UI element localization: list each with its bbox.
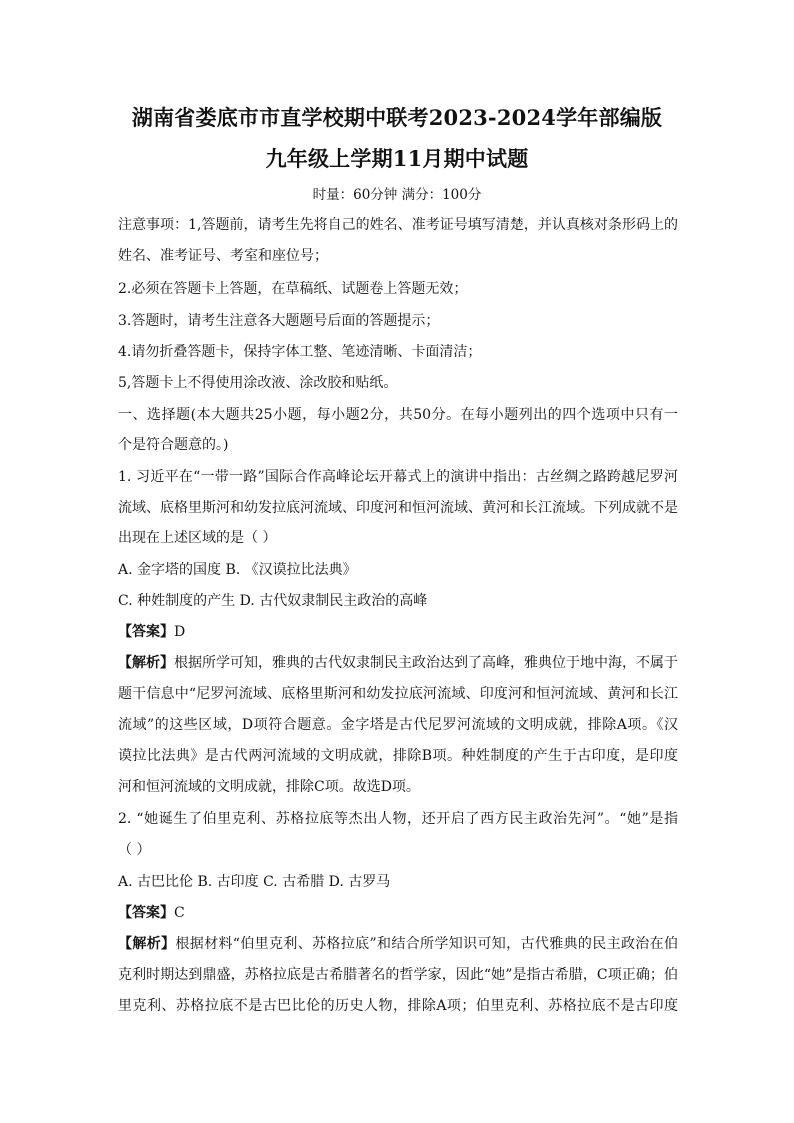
q1-options: A. 金字塔的国度 B. 《汉谟拉比法典》 [118,562,357,578]
section-heading: 一、选择题(本大题共25小题，每小题2分，共50分。在每小题列出的四个选项中只有一 [118,407,678,423]
q2-stem-line: 2. “她诞生了伯里克利、苏格拉底等杰出人物，还开启了西方民主政治先河”。“她”是指 [118,811,678,827]
q1-stem-line: 流域、底格里斯河和幼发拉底河流域、印度河和恒河流域、黄河和长江流域。下列成就不是 [118,500,678,516]
note-line: 4.请勿折叠答题卡，保持字体工整、笔迹清晰、卡面清洁； [118,344,482,360]
q2-analysis-line: 里克利、苏格拉底不是古巴比伦的历史人物，排除A项；伯里克利、苏格拉底不是古印度 [118,998,678,1014]
analysis-text: 根据所学可知，雅典的古代奴隶制民主政治达到了高峰，雅典位于地中海，不属于 [174,655,678,671]
q1-answer [118,621,678,643]
answer-tag: 【答案】 [118,905,174,921]
q1-analysis-line: 谟拉比法典》是古代两河流域的文明成就，排除B项。种姓制度的产生于古印度，是印度 [118,748,678,764]
exam-meta: 时量：60分钟 满分：100分 [312,187,482,203]
q1-analysis-line: 河和恒河流域的文明成就，排除C项。故选D项。 [118,779,420,795]
analysis-tag: 【解析】 [118,936,176,952]
q1-stem-line: 出现在上述区域的是（ ） [118,530,277,546]
q2-analysis-line [118,933,678,955]
q1-analysis-line [118,652,678,674]
title-line-2: 九年级上学期11月期中试题 [265,146,529,171]
note-line: 5,答题卡上不得使用涂改液、涂改胶和贴纸。 [118,375,398,391]
note-line: 注意事项：1,答题前，请考生先将自己的姓名、准考证号填写清楚，并认真核对条形码上的 [118,217,678,233]
q2-stem-line: （ ） [118,842,151,858]
q2-analysis-line: 克利时期达到鼎盛，苏格拉底是古希腊著名的哲学家，因此“她”是指古希腊，C项正确；伯 [118,967,678,983]
title-line-1: 湖南省娄底市市直学校期中联考2023-2024学年部编版 [131,105,663,130]
q2-options: A. 古巴比伦 B. 古印度 C. 古希腊 D. 古罗马 [118,874,391,890]
note-line: 姓名、准考证号、考室和座位号； [118,248,328,264]
analysis-text: 根据材料“伯里克利、苏格拉底”和结合所学知识可知，古代雅典的民主政治在伯 [175,936,678,952]
answer-value: C [174,905,185,921]
q1-analysis-line: 题干信息中“尼罗河流域、底格里斯河和幼发拉底河流域、印度河和恒河流域、黄河和长江 [118,686,678,702]
q1-options: C. 种姓制度的产生 D. 古代奴隶制民主政治的高峰 [118,593,428,609]
analysis-tag: 【解析】 [118,655,174,671]
q1-analysis-line: 流域”的这些区域，D项符合题意。金字塔是古代尼罗河流域的文明成就，排除A项。《汉 [118,717,678,733]
section-heading-cont: 个是符合题意的。) [118,437,229,453]
answer-value: D [174,624,186,640]
note-line: 3.答题时，请考生注意各大题题号后面的答题提示； [118,313,440,329]
q1-stem-line: 1. 习近平在“一带一路”国际合作高峰论坛开幕式上的演讲中指出：古丝绸之路跨越尼罗河 [118,469,678,485]
q2-answer [118,902,678,924]
note-line: 2.必须在答题卡上答题，在草稿纸、试题卷上答题无效； [118,281,468,297]
answer-tag: 【答案】 [118,624,174,640]
